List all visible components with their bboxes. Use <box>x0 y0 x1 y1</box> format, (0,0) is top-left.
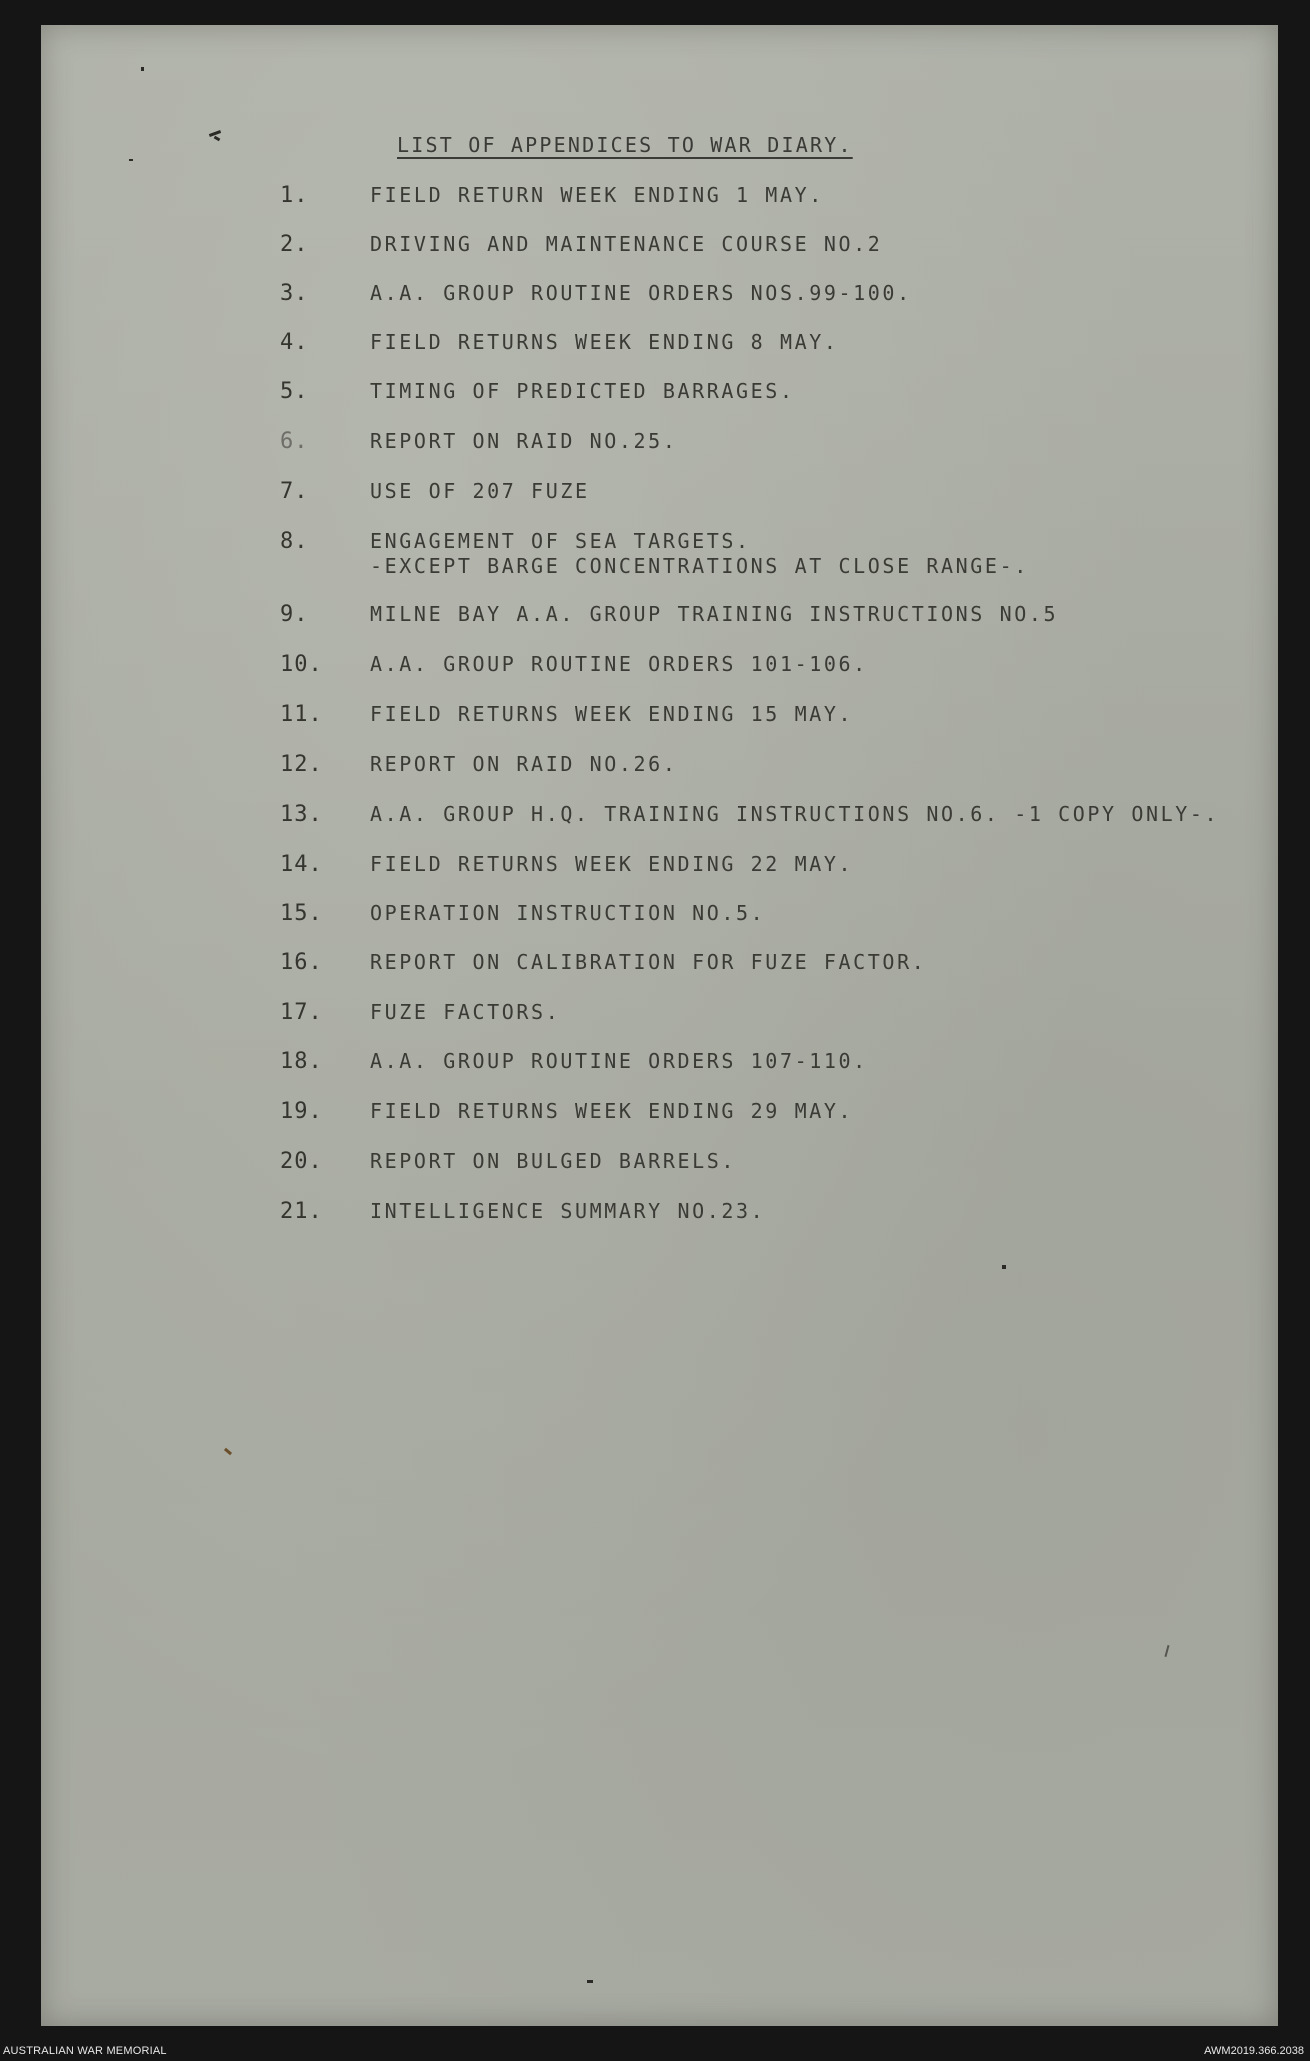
item-number: 19. <box>280 1099 323 1124</box>
item-number: 11. <box>280 702 323 727</box>
item-number: 21. <box>280 1199 323 1224</box>
paper-mark <box>587 1980 593 1983</box>
item-text: OPERATION INSTRUCTION NO.5. <box>370 901 766 925</box>
footer-credit: AUSTRALIAN WAR MEMORIAL <box>3 2045 167 2057</box>
item-text: FIELD RETURNS WEEK ENDING 29 MAY. <box>370 1099 854 1123</box>
item-number: 13. <box>280 802 323 827</box>
item-number: 3. <box>280 281 309 306</box>
document-title: LIST OF APPENDICES TO WAR DIARY. <box>397 133 853 157</box>
item-text: FIELD RETURN WEEK ENDING 1 MAY. <box>370 183 824 207</box>
item-text: TIMING OF PREDICTED BARRAGES. <box>370 379 795 403</box>
paper-mark <box>141 67 144 71</box>
item-number: 1. <box>280 183 309 208</box>
item-number: 10. <box>280 652 323 677</box>
item-text: FIELD RETURNS WEEK ENDING 15 MAY. <box>370 702 854 726</box>
item-text: FIELD RETURNS WEEK ENDING 22 MAY. <box>370 852 854 876</box>
item-number: 16. <box>280 950 323 975</box>
item-number: 6. <box>280 429 309 454</box>
item-continuation: -EXCEPT BARGE CONCENTRATIONS AT CLOSE RANGE-. <box>370 554 1029 578</box>
item-text: REPORT ON RAID NO.26. <box>370 752 678 776</box>
item-number: 17. <box>280 1000 323 1025</box>
item-text: A.A. GROUP ROUTINE ORDERS 101-106. <box>370 652 868 676</box>
paper-mark <box>129 159 133 161</box>
item-number: 7. <box>280 479 309 504</box>
document-page <box>41 25 1278 2026</box>
item-number: 5. <box>280 379 309 404</box>
item-number: 15. <box>280 901 323 926</box>
item-text: REPORT ON CALIBRATION FOR FUZE FACTOR. <box>370 950 927 974</box>
item-text: FIELD RETURNS WEEK ENDING 8 MAY. <box>370 330 839 354</box>
appendix-list <box>41 25 1278 2026</box>
item-number: 9. <box>280 602 309 627</box>
item-number: 2. <box>280 232 309 257</box>
item-text: FUZE FACTORS. <box>370 1000 561 1024</box>
item-text: A.A. GROUP H.Q. TRAINING INSTRUCTIONS NO.6. -1 COPY ONLY-. <box>370 802 1220 826</box>
item-text: USE OF 207 FUZE <box>370 479 590 503</box>
item-number: 8. <box>280 529 309 554</box>
paper-mark <box>1002 1265 1006 1269</box>
item-text: A.A. GROUP ROUTINE ORDERS NOS.99-100. <box>370 281 912 305</box>
item-text: REPORT ON BULGED BARRELS. <box>370 1149 737 1173</box>
item-number: 12. <box>280 752 323 777</box>
item-text: MILNE BAY A.A. GROUP TRAINING INSTRUCTIONS NO.5 <box>370 602 1059 626</box>
item-text: INTELLIGENCE SUMMARY NO.23. <box>370 1199 766 1223</box>
item-number: 18. <box>280 1049 323 1074</box>
item-number: 4. <box>280 330 309 355</box>
item-number: 14. <box>280 852 323 877</box>
footer-reference-id: AWM2019.366.2038 <box>1204 2045 1304 2057</box>
item-text: A.A. GROUP ROUTINE ORDERS 107-110. <box>370 1049 868 1073</box>
item-text: DRIVING AND MAINTENANCE COURSE NO.2 <box>370 232 883 256</box>
item-text: REPORT ON RAID NO.25. <box>370 429 678 453</box>
item-text: ENGAGEMENT OF SEA TARGETS. <box>370 529 751 553</box>
item-number: 20. <box>280 1149 323 1174</box>
